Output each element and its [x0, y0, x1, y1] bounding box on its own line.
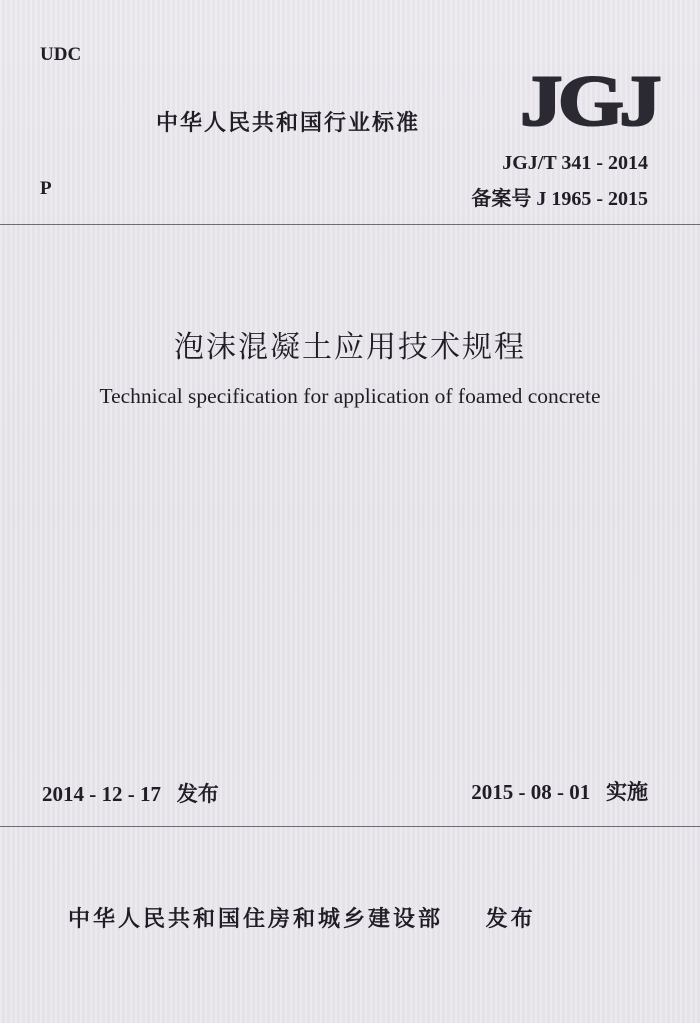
implementation-date: 2015 - 08 - 01 实施: [471, 780, 648, 804]
publisher: 中华人民共和国住房和城乡建设部 发布: [68, 907, 536, 932]
standard-category: 中华人民共和国行业标准: [156, 111, 421, 136]
category-letter: P: [40, 178, 52, 199]
jgj-logo: JGJ: [520, 61, 657, 141]
standard-number: JGJ/T 341 - 2014: [502, 152, 648, 174]
title-english: Technical specification for application of foamed concrete: [99, 384, 601, 408]
title-chinese: 泡沫混凝土应用技术规程: [174, 330, 526, 365]
bottom-divider: [0, 826, 700, 827]
top-divider: [0, 224, 700, 225]
udc-label: UDC: [40, 44, 82, 65]
record-number: 备案号 J 1965 - 2015: [471, 188, 648, 210]
issue-date: 2014 - 12 - 17 发布: [42, 782, 219, 806]
